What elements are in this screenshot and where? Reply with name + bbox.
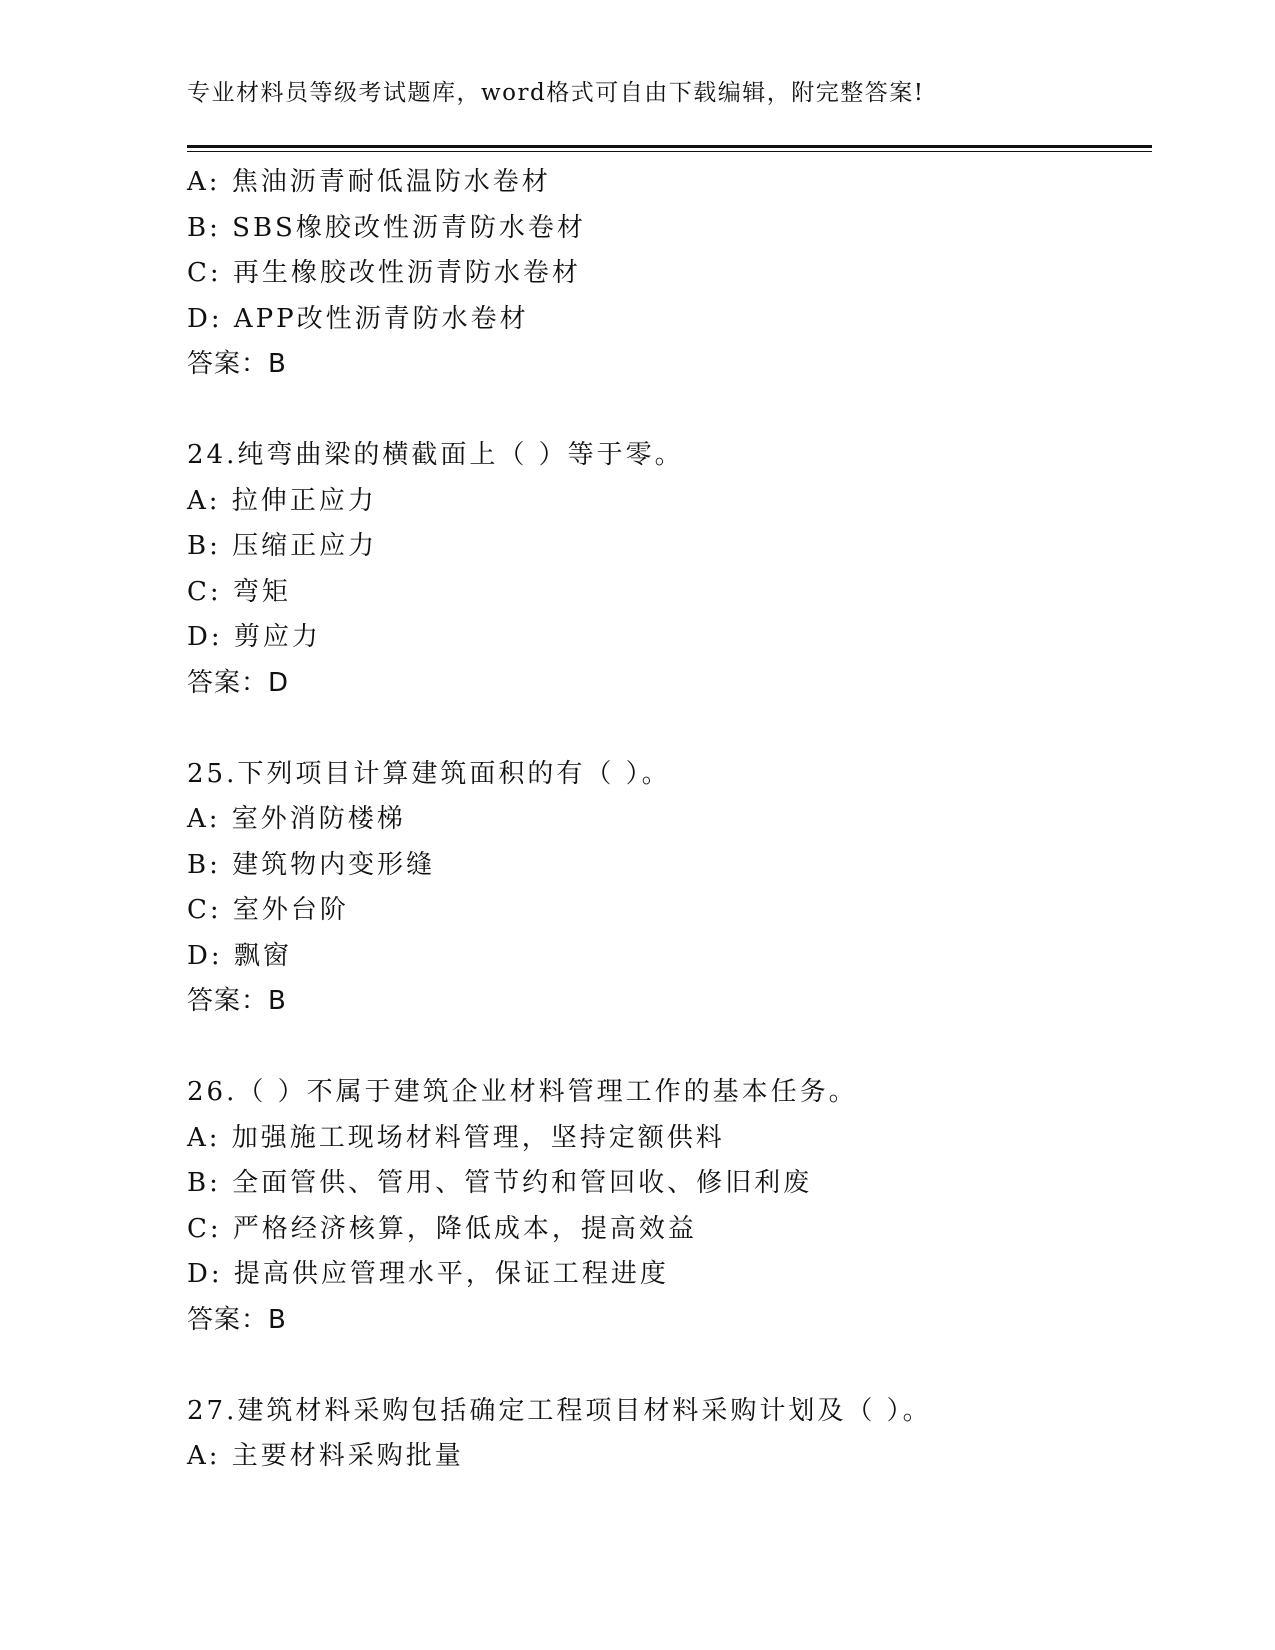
header-rule-thick	[187, 145, 1152, 148]
answer-line: 答案：B	[187, 986, 287, 1016]
spacer	[187, 1343, 1152, 1389]
question-26	[187, 1070, 1152, 1343]
header-rule-thin	[187, 151, 1152, 152]
option-a: A: 焦油沥青耐低温防水卷材	[187, 167, 551, 197]
option-d: D: 剪应力	[187, 622, 321, 652]
option-a: A: 室外消防楼梯	[187, 804, 406, 834]
question-list	[187, 160, 1152, 1480]
question-stem: 24.纯弯曲梁的横截面上（ ）等于零。	[187, 440, 684, 470]
option-c: C: 再生橡胶改性沥青防水卷材	[187, 258, 581, 288]
question-stem: 26.（ ）不属于建筑企业材料管理工作的基本任务。	[187, 1077, 858, 1107]
option-a: A: 加强施工现场材料管理，坚持定额供料	[187, 1122, 725, 1153]
answer-line: 答案：D	[187, 667, 290, 698]
spacer	[187, 1025, 1152, 1071]
option-c: C: 弯矩	[187, 576, 291, 607]
option-a: A: 主要材料采购批量	[187, 1441, 464, 1471]
option-d: D: 提高供应管理水平，保证工程进度	[187, 1259, 669, 1289]
spacer	[187, 706, 1152, 752]
option-b: B: 压缩正应力	[187, 531, 378, 561]
option-d: D: APP改性沥青防水卷材	[187, 303, 529, 334]
page-header: 专业材料员等级考试题库，word格式可自由下载编辑，附完整答案!	[187, 80, 925, 106]
option-b: B: 建筑物内变形缝	[187, 849, 436, 880]
question-stem: 27.建筑材料采购包括确定工程项目材料采购计划及（ ）。	[187, 1395, 932, 1426]
answer-line: 答案：B	[187, 1304, 287, 1335]
question-24	[187, 433, 1152, 706]
option-b: B: SBS橡胶改性沥青防水卷材	[187, 212, 586, 243]
question-stem: 25.下列项目计算建筑面积的有（ ）。	[187, 758, 671, 789]
option-b: B: 全面管供、管用、管节约和管回收、修旧利废	[187, 1168, 813, 1198]
spacer	[187, 388, 1152, 434]
option-c: C: 室外台阶	[187, 895, 349, 925]
question-25	[187, 752, 1152, 1025]
question-23-continued	[187, 160, 1152, 388]
option-c: C: 严格经济核算，降低成本，提高效益	[187, 1213, 697, 1244]
option-a: A: 拉伸正应力	[187, 485, 377, 516]
option-d: D: 飘窗	[187, 940, 292, 971]
answer-line: 答案：B	[187, 349, 287, 379]
question-27	[187, 1389, 1152, 1480]
